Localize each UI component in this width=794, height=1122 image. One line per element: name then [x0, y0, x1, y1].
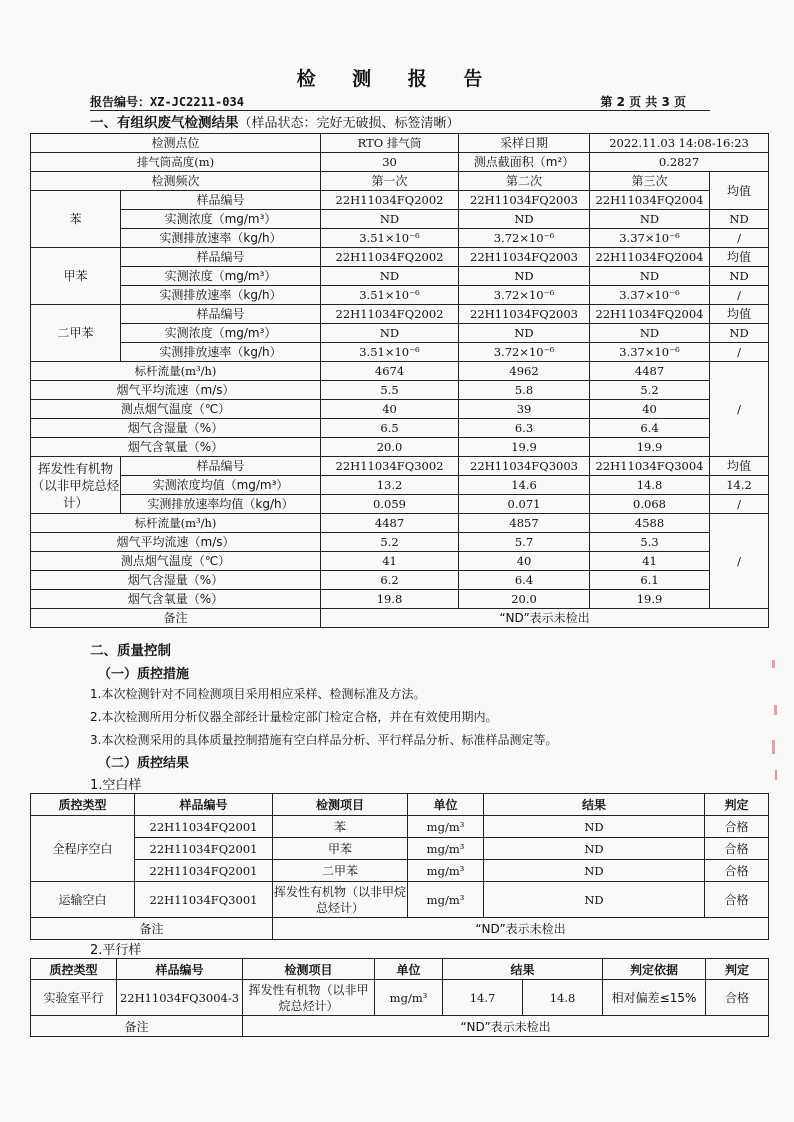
- table-cell: 烟气平均流速（m/s）: [31, 533, 321, 552]
- table-cell: 14.8: [590, 476, 710, 495]
- compound-name: 甲苯: [31, 248, 121, 305]
- table-row: [31, 172, 769, 191]
- table-cell: 22H11034FQ3001: [135, 882, 273, 918]
- table-cell: /: [710, 286, 769, 305]
- table-row: [31, 838, 769, 860]
- table-cell: 14.8: [523, 980, 603, 1016]
- table-cell: 烟气含氧量（%）: [31, 590, 321, 609]
- table-row: [31, 959, 769, 980]
- table-cell: 14.7: [443, 980, 523, 1016]
- seal-edge-mark: [772, 660, 775, 668]
- table-row: [31, 267, 769, 286]
- table-cell: 22H11034FQ2001: [135, 860, 273, 882]
- seal-edge-mark: [772, 740, 775, 754]
- table-row: [31, 514, 769, 533]
- remark-text: “ND”表示未检出: [321, 609, 769, 628]
- report-number: 报告编号：XZ-JC2211-034: [90, 95, 244, 109]
- table-cell: 均值: [710, 172, 769, 210]
- table-cell: 5.7: [459, 533, 590, 552]
- table-cell: 4487: [321, 514, 459, 533]
- table-cell: 0.071: [459, 495, 590, 514]
- column-header: 判定: [706, 959, 769, 980]
- compound-name: 二甲苯: [31, 305, 121, 362]
- table-cell: 均值: [710, 457, 769, 476]
- table-cell: 41: [590, 552, 710, 571]
- table-cell: 22H11034FQ3002: [321, 457, 459, 476]
- table-cell: 40: [590, 400, 710, 419]
- table-cell: 6.1: [590, 571, 710, 590]
- table-cell: 二甲苯: [273, 860, 408, 882]
- table-cell: 6.5: [321, 419, 459, 438]
- section1-title: 一、有组织废气检测结果: [90, 115, 239, 131]
- table-cell: 20.0: [459, 590, 590, 609]
- table-cell: 19.9: [459, 438, 590, 457]
- table-cell: 3.51×10⁻⁶: [321, 229, 459, 248]
- column-header: 样品编号: [135, 794, 273, 816]
- table-cell: 0.059: [321, 495, 459, 514]
- qc-measure-item: 2.本次检测所用分析仪器全部经计量检定部门检定合格，并在有效使用期内。: [90, 710, 498, 724]
- remark-text: “ND”表示未检出: [273, 918, 769, 940]
- table-row: [31, 1016, 769, 1037]
- table-cell: ND: [484, 816, 705, 838]
- sample-state: （样品状态：完好无破损、标签清晰）: [238, 116, 460, 131]
- table-cell: 合格: [706, 980, 769, 1016]
- column-header: 单位: [375, 959, 443, 980]
- table-cell: 实测排放速率（kg/h）: [121, 229, 321, 248]
- table-cell: 4487: [590, 362, 710, 381]
- table-cell: 3.72×10⁻⁶: [459, 286, 590, 305]
- column-header: 检测项目: [243, 959, 375, 980]
- table-cell: 相对偏差≤15%: [603, 980, 706, 1016]
- table-cell: /: [710, 514, 769, 609]
- table-cell: 实测浓度（mg/m³）: [121, 324, 321, 343]
- table-cell: 烟气含氧量（%）: [31, 438, 321, 457]
- table-row: [31, 552, 769, 571]
- table-row: [31, 305, 769, 324]
- table-cell: 22H11034FQ3003: [459, 457, 590, 476]
- table-row: [31, 476, 769, 495]
- table-cell: ND: [321, 210, 459, 229]
- table-cell: 14.6: [459, 476, 590, 495]
- table-row: [31, 590, 769, 609]
- column-header: 质控类型: [31, 794, 135, 816]
- remark-label: 备注: [31, 609, 321, 628]
- blank-sample-label: 1.空白样: [90, 778, 142, 793]
- table-cell: 实测浓度（mg/m³）: [121, 267, 321, 286]
- qc-results-heading: （二）质控结果: [98, 756, 190, 771]
- table-cell: 5.8: [459, 381, 590, 400]
- remark-text: “ND”表示未检出: [243, 1016, 769, 1037]
- table-cell: 实测排放速率均值（kg/h）: [121, 495, 321, 514]
- table-cell: 41: [321, 552, 459, 571]
- table-row: [31, 248, 769, 267]
- table-row: [31, 229, 769, 248]
- table-cell: 6.4: [590, 419, 710, 438]
- table-cell: 22H11034FQ2002: [321, 191, 459, 210]
- table-row: [31, 153, 769, 172]
- table-cell: 实测排放速率（kg/h）: [121, 343, 321, 362]
- table-cell: 合格: [705, 838, 769, 860]
- table-cell: 30: [321, 153, 459, 172]
- table-cell: 挥发性有机物（以非甲烷总烃计）: [273, 882, 408, 918]
- column-header: 结果: [484, 794, 705, 816]
- table-cell: 19.9: [590, 438, 710, 457]
- table-cell: 0.2827: [590, 153, 769, 172]
- table-cell: 第三次: [590, 172, 710, 191]
- table-row: [31, 457, 769, 476]
- table-cell: /: [710, 343, 769, 362]
- table-cell: 2022.11.03 14:08-16:23: [590, 134, 769, 153]
- table-cell: ND: [590, 324, 710, 343]
- column-header: 检测项目: [273, 794, 408, 816]
- table-cell: 3.37×10⁻⁶: [590, 343, 710, 362]
- table-cell: 标杆流量(m³/h): [31, 362, 321, 381]
- page-info: 第 2 页 共 3 页: [600, 95, 686, 109]
- table-cell: 样品编号: [121, 248, 321, 267]
- table-cell: ND: [590, 267, 710, 286]
- table-cell: ND: [484, 860, 705, 882]
- table-row: [31, 860, 769, 882]
- table-row: [31, 400, 769, 419]
- column-header: 判定依据: [603, 959, 706, 980]
- table-row: [31, 609, 769, 628]
- table-cell: 5.2: [321, 533, 459, 552]
- qc-measures-heading: （一）质控措施: [98, 667, 190, 682]
- table-cell: 均值: [710, 248, 769, 267]
- table-row: [31, 324, 769, 343]
- table-cell: 22H11034FQ3004: [590, 457, 710, 476]
- table-row: [31, 794, 769, 816]
- table-cell: 5.3: [590, 533, 710, 552]
- table-cell: 均值: [710, 305, 769, 324]
- table-cell: 6.2: [321, 571, 459, 590]
- table-cell: mg/m³: [408, 838, 484, 860]
- table-cell: 挥发性有机物（以非甲烷总烃计）: [243, 980, 375, 1016]
- table-cell: 测点截面积（m²）: [459, 153, 590, 172]
- table-cell: 4962: [459, 362, 590, 381]
- table-cell: 烟气含湿量（%）: [31, 571, 321, 590]
- table-cell: 22H11034FQ2004: [590, 305, 710, 324]
- table-cell: ND: [484, 882, 705, 918]
- table-cell: 22H11034FQ2003: [459, 191, 590, 210]
- table-cell: 22H11034FQ2002: [321, 248, 459, 267]
- table-cell: /: [710, 229, 769, 248]
- remark-label: 备注: [31, 1016, 243, 1037]
- report-header: [90, 92, 710, 111]
- table-cell: 样品编号: [121, 305, 321, 324]
- table-row: [31, 438, 769, 457]
- table-cell: 实测浓度均值（mg/m³）: [121, 476, 321, 495]
- table-cell: mg/m³: [375, 980, 443, 1016]
- table-cell: 苯: [273, 816, 408, 838]
- table-cell: 烟气含湿量（%）: [31, 419, 321, 438]
- table-cell: 合格: [705, 860, 769, 882]
- table-cell: 测点烟气温度（℃）: [31, 552, 321, 571]
- table-cell: 40: [321, 400, 459, 419]
- table-cell: 检测频次: [31, 172, 321, 191]
- table-cell: 标杆流量(m³/h): [31, 514, 321, 533]
- table-cell: /: [710, 495, 769, 514]
- table-cell: mg/m³: [408, 860, 484, 882]
- table-cell: 测点烟气温度（℃）: [31, 400, 321, 419]
- table-cell: 4674: [321, 362, 459, 381]
- qc-measure-item: 3.本次检测采用的具体质量控制措施有空白样品分析、平行样品分析、标准样品测定等。: [90, 733, 558, 747]
- table-row: [31, 816, 769, 838]
- parallel-sample-table: [30, 958, 769, 1037]
- column-header: 样品编号: [117, 959, 243, 980]
- table-cell: 合格: [705, 816, 769, 838]
- table-cell: mg/m³: [408, 816, 484, 838]
- section2-title: 二、质量控制: [90, 643, 171, 659]
- table-cell: 20.0: [321, 438, 459, 457]
- table-cell: 40: [459, 552, 590, 571]
- table-cell: 13.2: [321, 476, 459, 495]
- table-cell: 39: [459, 400, 590, 419]
- table-cell: 实测排放速率（kg/h）: [121, 286, 321, 305]
- table-cell: 3.51×10⁻⁶: [321, 286, 459, 305]
- table-cell: 3.72×10⁻⁶: [459, 343, 590, 362]
- table-row: [31, 533, 769, 552]
- table-row: [31, 362, 769, 381]
- table-cell: 全程序空白: [31, 816, 135, 882]
- table-cell: ND: [321, 267, 459, 286]
- table-cell: 实验室平行: [31, 980, 117, 1016]
- remark-label: 备注: [31, 918, 273, 940]
- table-cell: 22H11034FQ2002: [321, 305, 459, 324]
- table-cell: 运输空白: [31, 882, 135, 918]
- table-cell: ND: [710, 267, 769, 286]
- exhaust-results-table: [30, 133, 769, 628]
- table-cell: 5.2: [590, 381, 710, 400]
- table-cell: 第二次: [459, 172, 590, 191]
- table-cell: 3.51×10⁻⁶: [321, 343, 459, 362]
- table-cell: 5.5: [321, 381, 459, 400]
- table-cell: ND: [590, 210, 710, 229]
- table-row: [31, 286, 769, 305]
- table-cell: 合格: [705, 882, 769, 918]
- table-cell: 4588: [590, 514, 710, 533]
- table-row: [31, 419, 769, 438]
- table-cell: ND: [459, 267, 590, 286]
- table-cell: 3.72×10⁻⁶: [459, 229, 590, 248]
- table-cell: 0.068: [590, 495, 710, 514]
- blank-sample-table: [30, 793, 769, 940]
- table-cell: 6.3: [459, 419, 590, 438]
- table-cell: 22H11034FQ3004-3: [117, 980, 243, 1016]
- table-cell: 样品编号: [121, 457, 321, 476]
- table-cell: 甲苯: [273, 838, 408, 860]
- table-cell: ND: [484, 838, 705, 860]
- table-cell: 检测点位: [31, 134, 321, 153]
- column-header: 质控类型: [31, 959, 117, 980]
- table-cell: 实测浓度（mg/m³）: [121, 210, 321, 229]
- table-row: [31, 882, 769, 918]
- table-cell: 3.37×10⁻⁶: [590, 286, 710, 305]
- table-cell: 样品编号: [121, 191, 321, 210]
- table-cell: RTO 排气筒: [321, 134, 459, 153]
- column-header: 结果: [443, 959, 603, 980]
- qc-measure-item: 1.本次检测针对不同检测项目采用相应采样、检测标准及方法。: [90, 687, 426, 701]
- table-row: [31, 381, 769, 400]
- column-header: 单位: [408, 794, 484, 816]
- table-row: [31, 134, 769, 153]
- document-title: 检 测 报 告: [296, 68, 498, 90]
- table-cell: 22H11034FQ2004: [590, 248, 710, 267]
- table-row: [31, 571, 769, 590]
- compound-name: 苯: [31, 191, 121, 248]
- table-row: [31, 495, 769, 514]
- table-cell: mg/m³: [408, 882, 484, 918]
- parallel-sample-label: 2.平行样: [90, 943, 142, 958]
- seal-edge-mark: [774, 705, 777, 715]
- table-cell: 3.37×10⁻⁶: [590, 229, 710, 248]
- table-cell: 19.8: [321, 590, 459, 609]
- table-cell: ND: [459, 324, 590, 343]
- table-row: [31, 343, 769, 362]
- table-cell: /: [710, 362, 769, 457]
- table-row: [31, 191, 769, 210]
- table-row: [31, 918, 769, 940]
- table-cell: ND: [459, 210, 590, 229]
- table-cell: 22H11034FQ2001: [135, 838, 273, 860]
- table-cell: 第一次: [321, 172, 459, 191]
- table-cell: 采样日期: [459, 134, 590, 153]
- table-cell: 6.4: [459, 571, 590, 590]
- table-cell: 22H11034FQ2003: [459, 305, 590, 324]
- table-cell: ND: [321, 324, 459, 343]
- table-cell: 排气筒高度(m): [31, 153, 321, 172]
- table-row: [31, 210, 769, 229]
- table-cell: 4857: [459, 514, 590, 533]
- seal-edge-mark: [775, 770, 777, 780]
- table-cell: ND: [710, 210, 769, 229]
- table-cell: 19.9: [590, 590, 710, 609]
- column-header: 判定: [705, 794, 769, 816]
- table-cell: 22H11034FQ2003: [459, 248, 590, 267]
- table-cell: ND: [710, 324, 769, 343]
- compound-name: 挥发性有机物（以非甲烷总烃计）: [31, 457, 121, 514]
- table-cell: 烟气平均流速（m/s）: [31, 381, 321, 400]
- table-cell: 22H11034FQ2001: [135, 816, 273, 838]
- table-cell: 22H11034FQ2004: [590, 191, 710, 210]
- section1-heading: [90, 111, 460, 131]
- table-cell: 14.2: [710, 476, 769, 495]
- table-row: [31, 980, 769, 1016]
